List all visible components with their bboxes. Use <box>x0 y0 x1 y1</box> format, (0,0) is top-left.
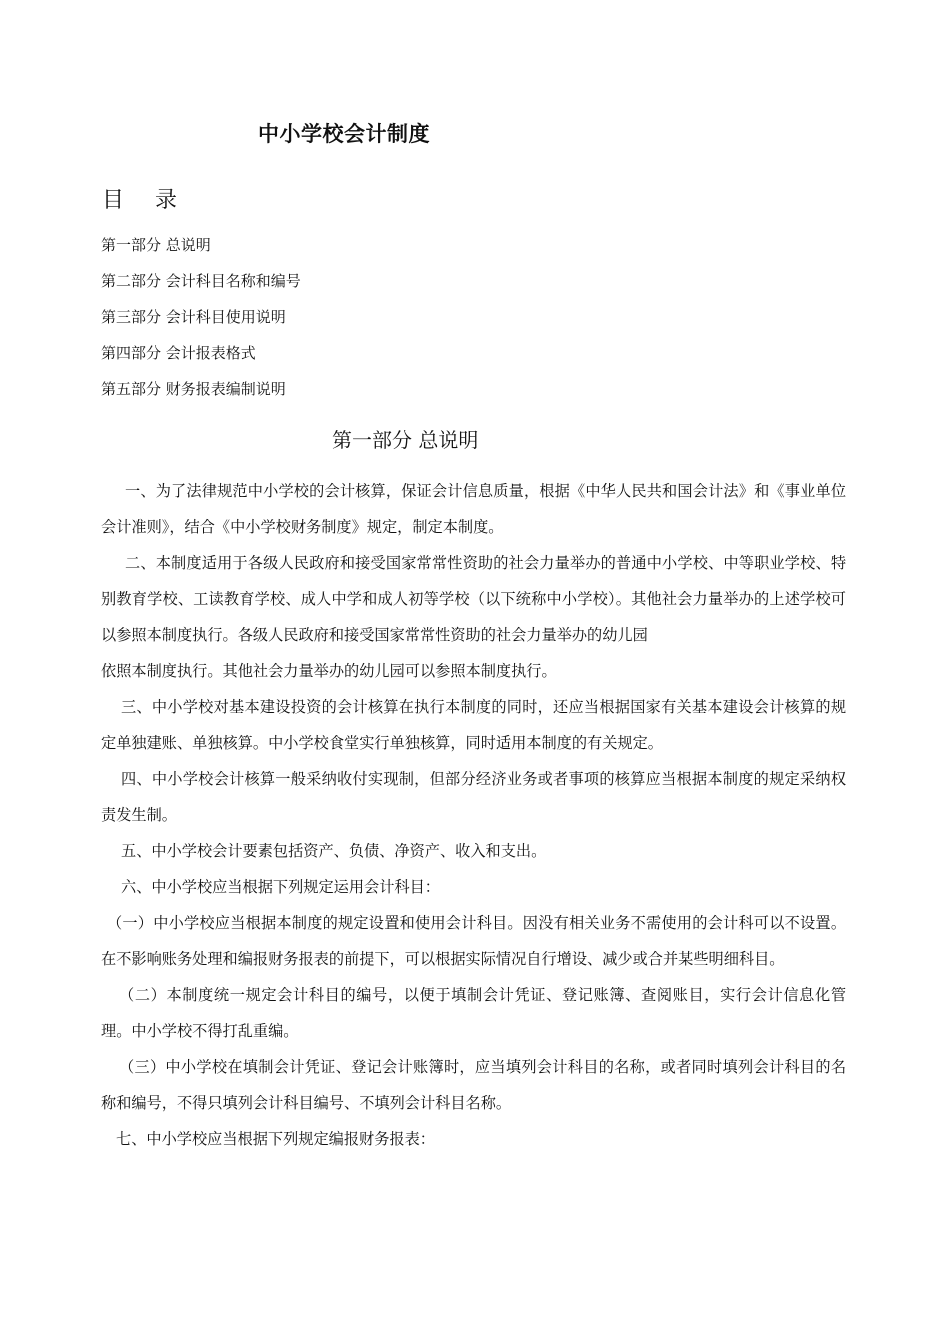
toc-item: 第五部分 财务报表编制说明 <box>101 380 286 398</box>
toc-item: 第四部分 会计报表格式 <box>101 344 256 362</box>
section-title: 第一部分 总说明 <box>332 428 479 452</box>
paragraph: 七、中小学校应当根据下列规定编报财务报表： <box>116 1130 435 1148</box>
toc-heading: 目 录 <box>102 188 189 213</box>
paragraph: 三、中小学校对基本建设投资的会计核算在执行本制度的同时，还应当根据国家有关基本建设会计核算的规定单独建账、单独核算。中小学校食堂实行单独核算，同时适用本制度的有关规定。 <box>101 698 846 752</box>
paragraph: （三）中小学校在填制会计凭证、登记会计账簿时，应当填列会计科目的名称，或者同时填列会计科目的名称和编号，不得只填列会计科目编号、不填列会计科目名称。 <box>101 1058 846 1112</box>
toc-item: 第三部分 会计科目使用说明 <box>101 308 286 326</box>
paragraph: 一、为了法律规范中小学校的会计核算，保证会计信息质量，根据《中华人民共和国会计法》和《事业单位会计准则》，结合《中小学校财务制度》规定，制定本制度。 <box>101 482 846 536</box>
paragraph: 五、中小学校会计要素包括资产、负债、净资产、收入和支出。 <box>121 842 547 860</box>
paragraph: 六、中小学校应当根据下列规定运用会计科目： <box>121 878 440 896</box>
paragraph: （一）中小学校应当根据本制度的规定设置和使用会计科目。因没有相关业务不需使用的会计科可以不设置。在不影响账务处理和编报财务报表的前提下，可以根据实际情况自行增设、减少或合并某些明细科目。 <box>101 914 846 968</box>
toc-item: 第一部分 总说明 <box>101 236 211 254</box>
paragraph: （二）本制度统一规定会计科目的编号，以便于填制会计凭证、登记账簿、查阅账目，实行会计信息化管理。中小学校不得打乱重编。 <box>101 986 846 1040</box>
paragraph: 四、中小学校会计核算一般采纳收付实现制，但部分经济业务或者事项的核算应当根据本制度的规定采纳权责发生制。 <box>101 770 846 824</box>
document-title: 中小学校会计制度 <box>258 122 430 146</box>
body-text <box>101 473 846 1157</box>
paragraph: 二、本制度适用于各级人民政府和接受国家常常性资助的社会力量举办的普通中小学校、中等职业学校、特别教育学校、工读教育学校、成人中学和成人初等学校（以下统称中小学校）。其他社会力量举办的上述学校可以参照本制度执行。各级人民政府和接受国家常常性资助的社会力量举办的幼儿园 <box>101 554 846 644</box>
table-of-contents <box>101 233 301 413</box>
paragraph: 依照本制度执行。其他社会力量举办的幼儿园可以参照本制度执行。 <box>101 662 557 680</box>
toc-item: 第二部分 会计科目名称和编号 <box>101 272 301 290</box>
